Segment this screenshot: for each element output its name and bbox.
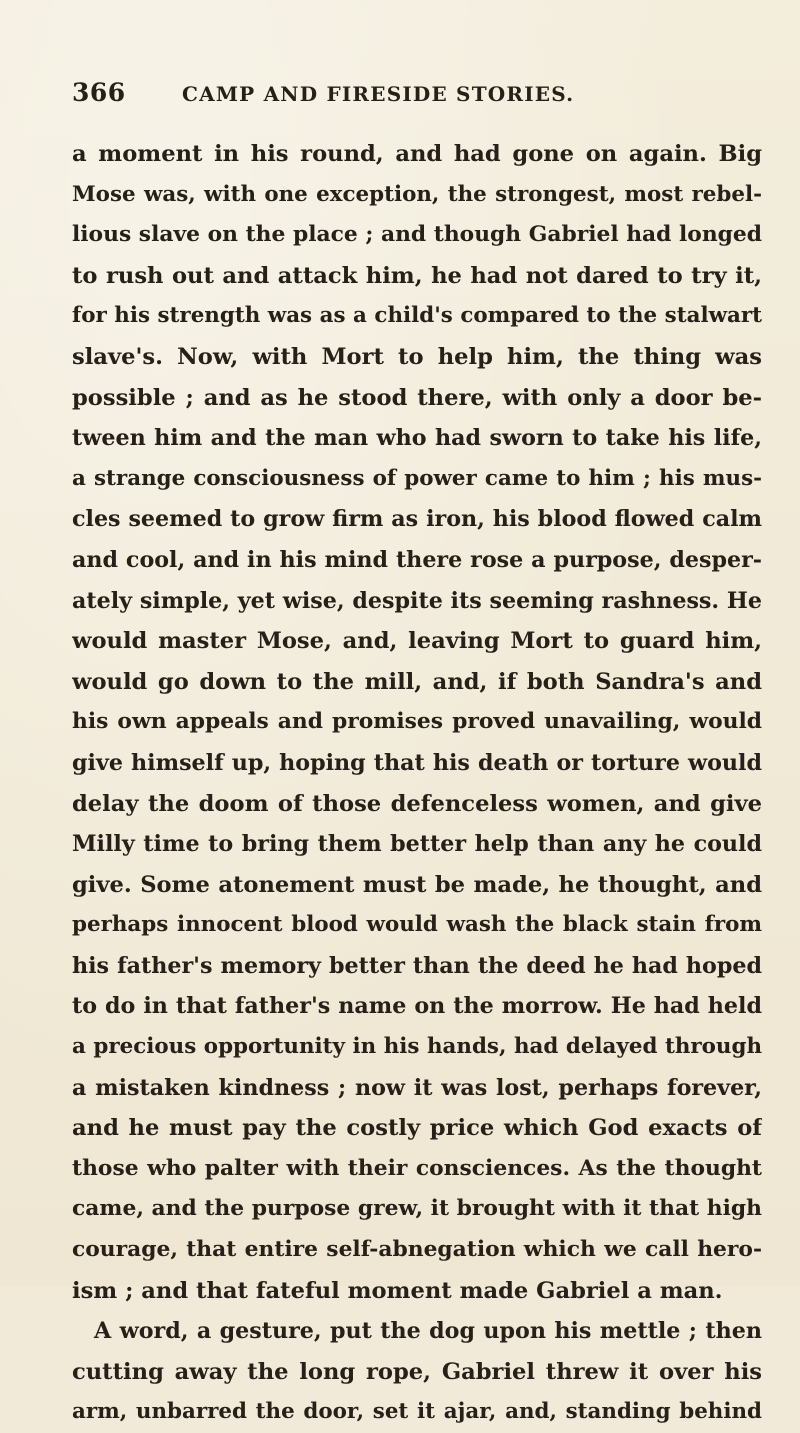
text-line: lious slave on the place ; and though Gabriel had longed [72,222,762,248]
text-line: give. Some atonement must be made, he thought, and [72,871,762,898]
text-line: Milly time to bring them better help than any he could [72,831,762,858]
text-line: his father's memory better than the deed he had hoped [72,952,762,979]
text-line: tween him and the man who had sworn to take his life, [72,425,762,452]
text-line: to do in that father's name on the morrow. He had held [72,993,762,1020]
text-line: those who palter with their consciences. As the thought [72,1155,762,1181]
text-line: a precious opportunity in his hands, had delayed through [72,1034,762,1060]
text-line: would go down to the mill, and, if both Sandra's and [72,668,762,695]
text-line: Mose was, with one exception, the strongest, most rebel- [72,181,762,207]
text-line: his own appeals and promises proved unavailing, would [72,709,762,735]
text-line: possible ; and as he stood there, with only a door be- [72,384,762,411]
text-line: to rush out and attack him, he had not dared to try it, [72,262,762,289]
text-line: cutting away the long rope, Gabriel threw it over his [72,1358,762,1385]
text-line: would master Mose, and, leaving Mort to guard him, [72,628,762,655]
text-line: a moment in his round, and had gone on again. Big [72,141,762,167]
text-line: delay the doom of those defenceless women, and give [72,790,762,817]
running-head [72,78,760,112]
text-line-paragraph-start: A word, a gesture, put the dog upon his mettle ; then [94,1318,762,1345]
text-line: ately simple, yet wise, despite its seeming rashness. He [72,587,762,614]
page-number: 366 [72,78,126,107]
text-line: give himself up, hoping that his death or torture would [72,749,762,776]
text-line: cles seemed to grow firm as iron, his blood flowed calm [72,506,762,533]
text-line-paragraph-end: ism ; and that fateful moment made Gabriel a man. [72,1277,723,1304]
text-line: slave's. Now, with Mort to help him, the thing was [72,343,762,370]
text-line: arm, unbarred the door, set it ajar, and, standing behind [72,1399,762,1425]
body-text [72,134,762,1433]
text-line: courage, that entire self-abnegation which we call hero- [72,1237,762,1263]
text-line: a strange consciousness of power came to him ; his mus- [72,465,762,491]
text-line: and he must pay the costly price which God exacts of [72,1115,762,1142]
running-title: CAMP AND FIRESIDE STORIES. [182,82,575,106]
text-line: perhaps innocent blood would wash the black stain from [72,912,762,938]
text-line: and cool, and in his mind there rose a purpose, desper- [72,546,762,573]
text-line: a mistaken kindness ; now it was lost, perhaps forever, [72,1074,762,1101]
text-line: came, and the purpose grew, it brought with it that high [72,1196,762,1222]
text-line: for his strength was as a child's compared to the stalwart [72,303,762,329]
